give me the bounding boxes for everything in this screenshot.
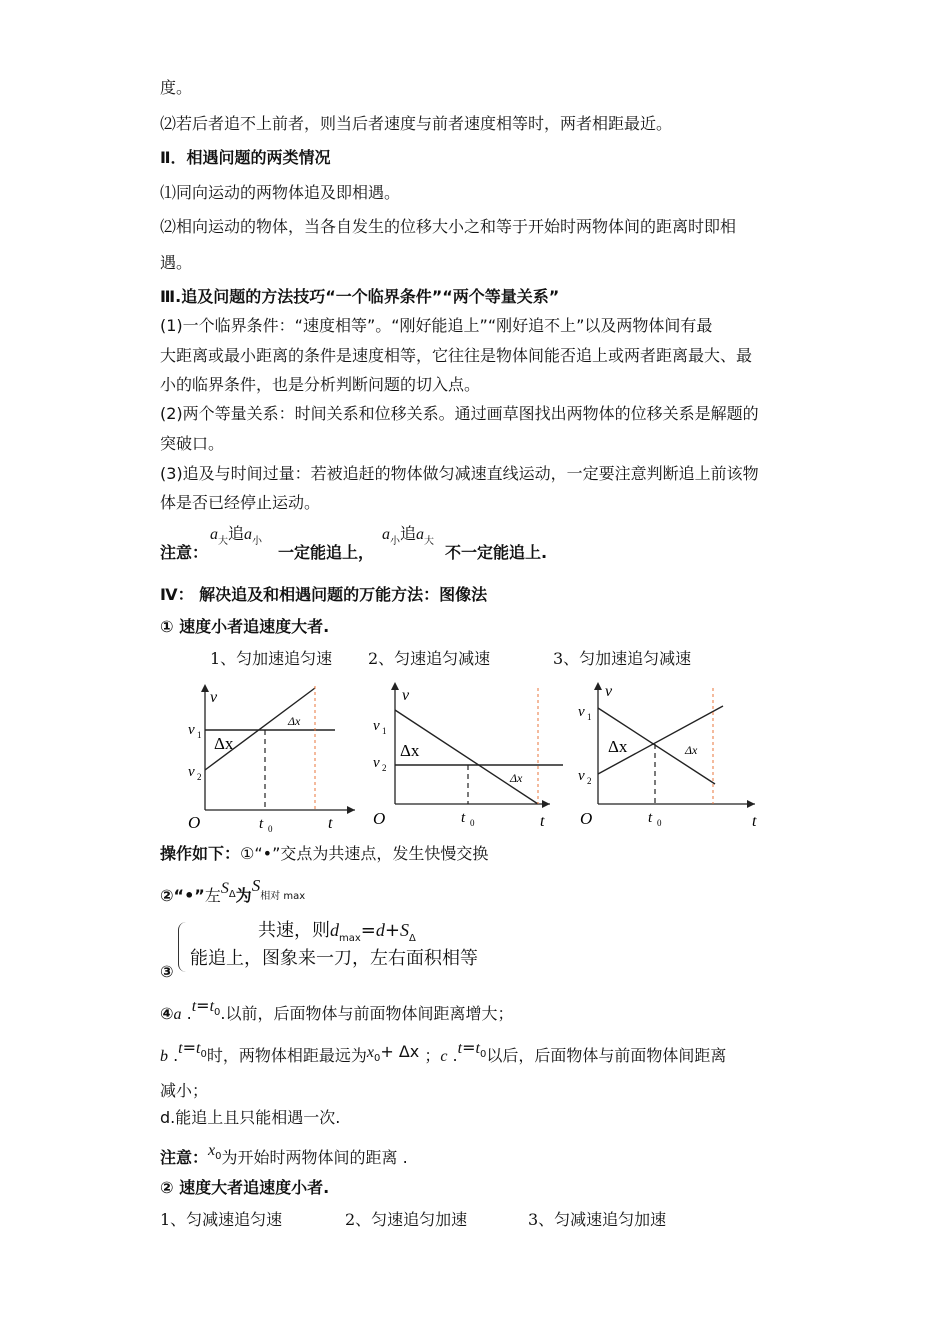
text-line: d.能追上且只能相遇一次. [160, 1108, 341, 1127]
text-line: ⑵相向运动的物体，当各自发生的位移大小之和等于开始时两物体间的距离时即相 [160, 217, 737, 236]
text-line: (1)一个临界条件：“速度相等”。“刚好能追上”“刚好追不上”以及两物体间有最 [160, 316, 713, 335]
text-line: 度。 [160, 78, 193, 97]
svg-text:2: 2 [197, 772, 202, 782]
svg-text:O: O [373, 809, 386, 828]
case-label: 2、匀速追匀减速 [368, 649, 491, 668]
text-line: 小的临界条件，也是分析判断问题的切入点。 [160, 375, 481, 394]
svg-text:v: v [188, 764, 195, 780]
svg-text:1: 1 [587, 712, 592, 722]
case-label: 2、匀速追匀加速 [345, 1210, 468, 1229]
subsection-2: ② 速度大者追速度小者. [160, 1178, 330, 1197]
svg-text:v: v [605, 683, 613, 700]
subsection-1: ① 速度小者追速度大者. [160, 617, 330, 636]
svg-text:v: v [373, 755, 380, 771]
svg-text:v: v [402, 687, 410, 704]
svg-text:Δx: Δx [400, 741, 420, 760]
ops-line-4: ④a $.t=t^0$.以前，后面物体与前面物体间距离增大； [160, 996, 514, 1023]
svg-text:v: v [188, 722, 195, 738]
note1-formula-1: $a_大$追$a_小$ [210, 524, 263, 547]
text-line: 突破口。 [160, 434, 225, 453]
text-line: 减小； [160, 1081, 209, 1100]
svg-text:0: 0 [268, 824, 273, 834]
brace-row-2: 能追上，图象来一刀，左右面积相等 [190, 948, 478, 969]
section-heading-3: Ⅲ.追及问题的方法技巧“一个临界条件”“两个等量关系” [160, 287, 560, 306]
case-label: 3、匀加速追匀减速 [553, 649, 692, 668]
ops-line-3: ③ [160, 962, 174, 981]
svg-text:O: O [188, 813, 201, 832]
svg-text:0: 0 [470, 818, 475, 828]
svg-text:t: t [540, 813, 545, 830]
svg-text:v: v [578, 704, 585, 720]
svg-text:t: t [259, 816, 264, 832]
svg-text:Δx: Δx [608, 737, 628, 756]
svg-text:v: v [210, 689, 218, 706]
svg-text:Δx: Δx [288, 714, 301, 728]
svg-text:Δx: Δx [685, 743, 698, 757]
text-line: ⑵若后者追不上前者，则当后者速度与前者速度相等时，两者相距最近。 [160, 114, 673, 133]
svg-text:v: v [373, 718, 380, 734]
section-heading-4: Ⅳ： 解决追及和相遇问题的万能方法：图像法 [160, 585, 488, 604]
text-line: 大距离或最小距离的条件是速度相等，它往往是物体间能否追上或两者距离最大、最 [160, 346, 753, 365]
svg-text:1: 1 [197, 730, 202, 740]
ops-line-1: 操作如下：①“•”交点为共速点，发生快慢交换 [160, 844, 489, 863]
note1-formula-2: $a_小$追$a_大$ [382, 524, 435, 547]
note1-text-2: 不一定能追上. [445, 543, 548, 562]
case-label: 3、匀减速追匀加速 [528, 1210, 667, 1229]
graph-2-vt [370, 680, 570, 832]
note1-text-1: 一定能追上， [278, 543, 375, 562]
svg-text:t: t [461, 810, 466, 826]
note1-label: 注意： [160, 543, 209, 562]
case-label: 1、匀减速追匀速 [160, 1210, 283, 1229]
ops-line-2: ②“•”左$S^\Delta$为S相对 max [160, 876, 306, 905]
text-line: 体是否已经停止运动。 [160, 493, 321, 512]
svg-text:Δx: Δx [510, 771, 523, 785]
graph-1-vt [180, 682, 360, 834]
graph-3-vt [575, 680, 770, 832]
svg-text:t: t [752, 813, 757, 830]
svg-text:O: O [580, 809, 593, 828]
svg-text:0: 0 [657, 818, 662, 828]
text-line: ⑴同向运动的两物体追及即相遇。 [160, 183, 401, 202]
section-heading-2: Ⅱ．相遇问题的两类情况 [160, 148, 331, 167]
text-line: 遇。 [160, 253, 193, 272]
brace-row-1: 共速，则$d_{max}=d+S_\Delta$ [258, 920, 416, 944]
ops-line-b: b $.t=t^0$时，两物体相距最远为x0+ Δx ；c $.t=t^0$以后，后面物体与前面物体间距离 [160, 1038, 727, 1065]
svg-text:t: t [648, 810, 653, 826]
svg-text:t: t [328, 815, 333, 832]
note2: 注意：$x^0$为开始时两物体间的距离 . [160, 1142, 408, 1167]
text-line: (3)追及与时间过量：若被追赶的物体做匀减速直线运动，一定要注意判断追上前该物 [160, 464, 759, 483]
case-label: 1、匀加速追匀速 [210, 649, 333, 668]
text-line: (2)两个等量关系：时间关系和位移关系。通过画草图找出两物体的位移关系是解题的 [160, 404, 759, 423]
svg-text:1: 1 [382, 726, 387, 736]
brace [178, 922, 189, 972]
svg-text:Δx: Δx [214, 734, 234, 753]
svg-text:2: 2 [587, 776, 592, 786]
svg-text:2: 2 [382, 763, 387, 773]
svg-text:v: v [578, 768, 585, 784]
